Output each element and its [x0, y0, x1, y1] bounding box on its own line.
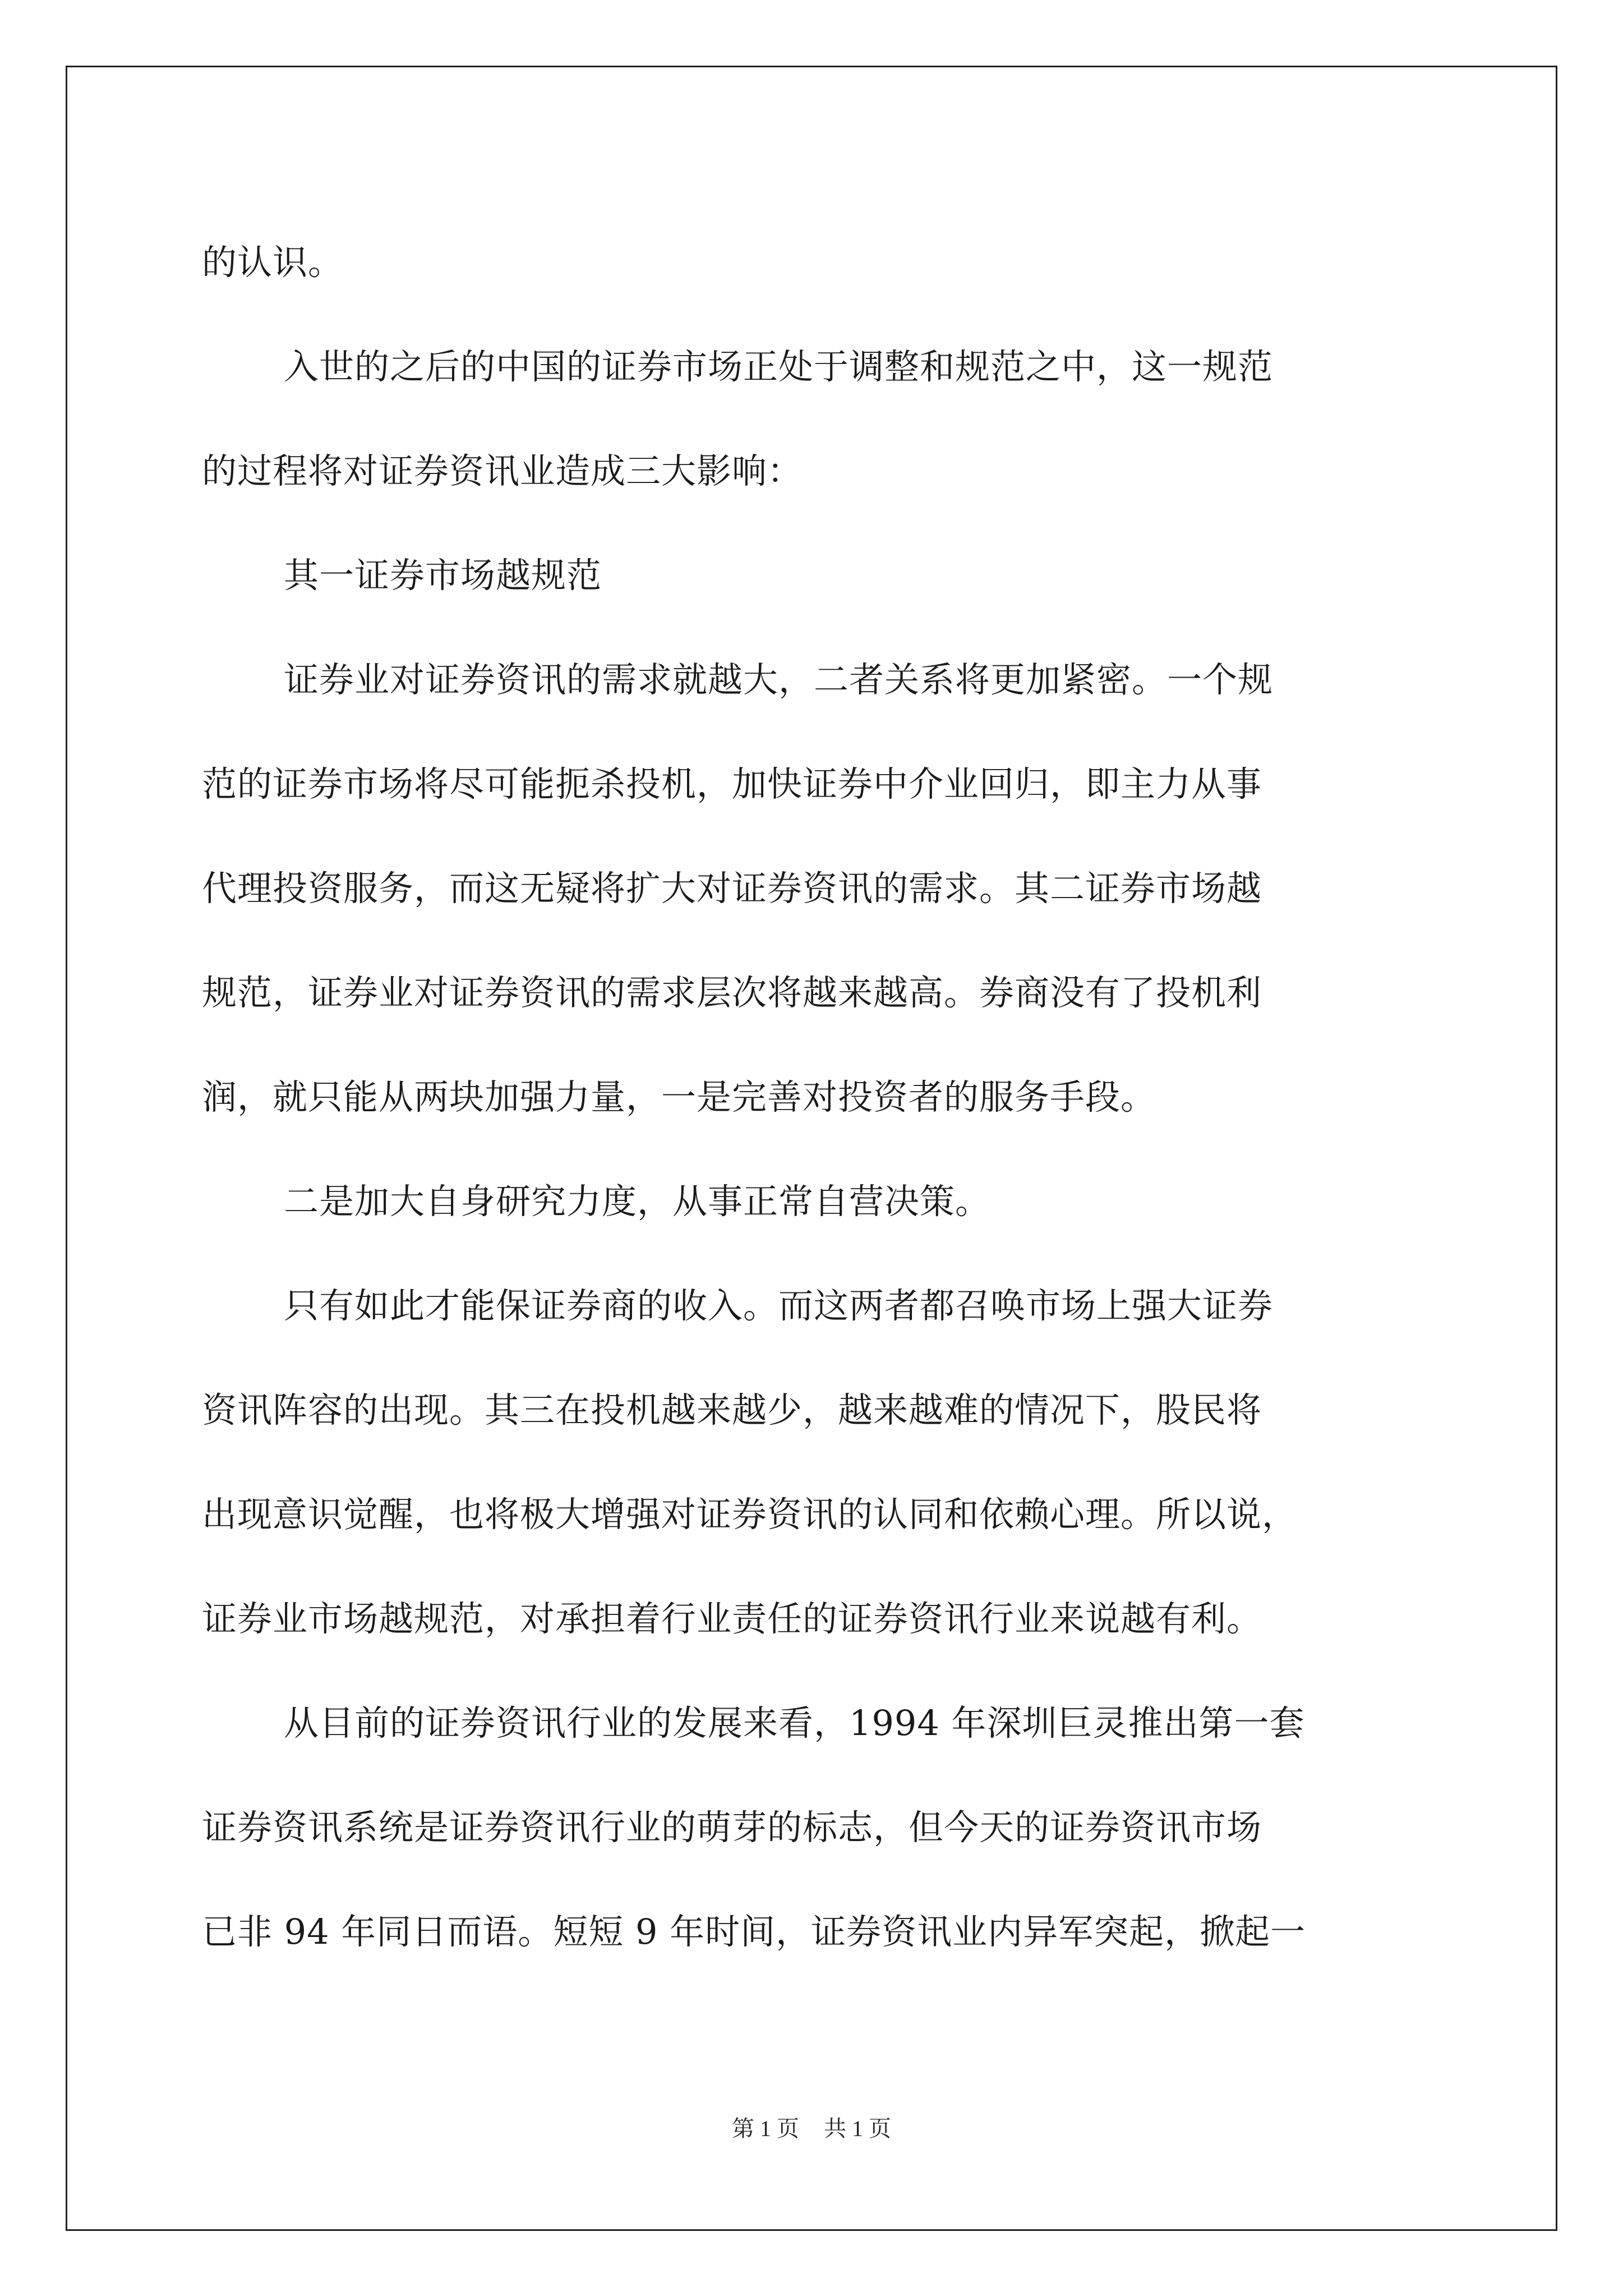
text-line: 规范，证券业对证券资讯的需求层次将越来越高。券商没有了投机利 [202, 972, 1262, 1013]
text-line: 证券资讯系统是证券资讯行业的萌芽的标志，但今天的证券资讯市场 [202, 1807, 1262, 1848]
text-line: 已非 94 年同日而语。短短 9 年时间，证券资讯业内异军突起，掀起一 [202, 1911, 1306, 1952]
document-body [202, 210, 1436, 1984]
text-line: 只有如此才能保证券商的收入。而这两者都召唤市场上强大证券 [284, 1285, 1274, 1326]
page-total: 共 1 页 [824, 2116, 891, 2141]
text-line: 范的证券市场将尽可能扼杀投机，加快证券中介业回归，即主力从事 [202, 763, 1262, 804]
text-line: 证券业对证券资讯的需求就越大，二者关系将更加紧密。一个规 [284, 659, 1274, 700]
text-line: 的过程将对证券资讯业造成三大影响： [202, 450, 803, 491]
text-line: 二是加大自身研究力度，从事正常自营决策。 [284, 1181, 991, 1222]
text-line: 的认识。 [202, 242, 344, 283]
text-line: 代理投资服务，而这无疑将扩大对证券资讯的需求。其二证券市场越 [202, 868, 1262, 909]
page-footer [0, 2115, 1623, 2143]
text-line: 证券业市场越规范，对承担着行业责任的证券资讯行业来说越有利。 [202, 1598, 1262, 1639]
text-line: 润，就只能从两块加强力量，一是完善对投资者的服务手段。 [202, 1076, 1156, 1117]
text-line: 入世的之后的中国的证券市场正处于调整和规范之中，这一规范 [284, 346, 1274, 387]
page-number: 第 1 页 [732, 2116, 799, 2141]
text-line: 从目前的证券资讯行业的发展来看，1994 年深圳巨灵推出第一套 [284, 1703, 1305, 1743]
text-line: 出现意识觉醒，也将极大增强对证券资讯的认同和依赖心理。所以说， [202, 1494, 1298, 1535]
text-line: 资讯阵容的出现。其三在投机越来越少，越来越难的情况下，股民将 [202, 1389, 1262, 1430]
text-line: 其一证券市场越规范 [284, 555, 602, 596]
